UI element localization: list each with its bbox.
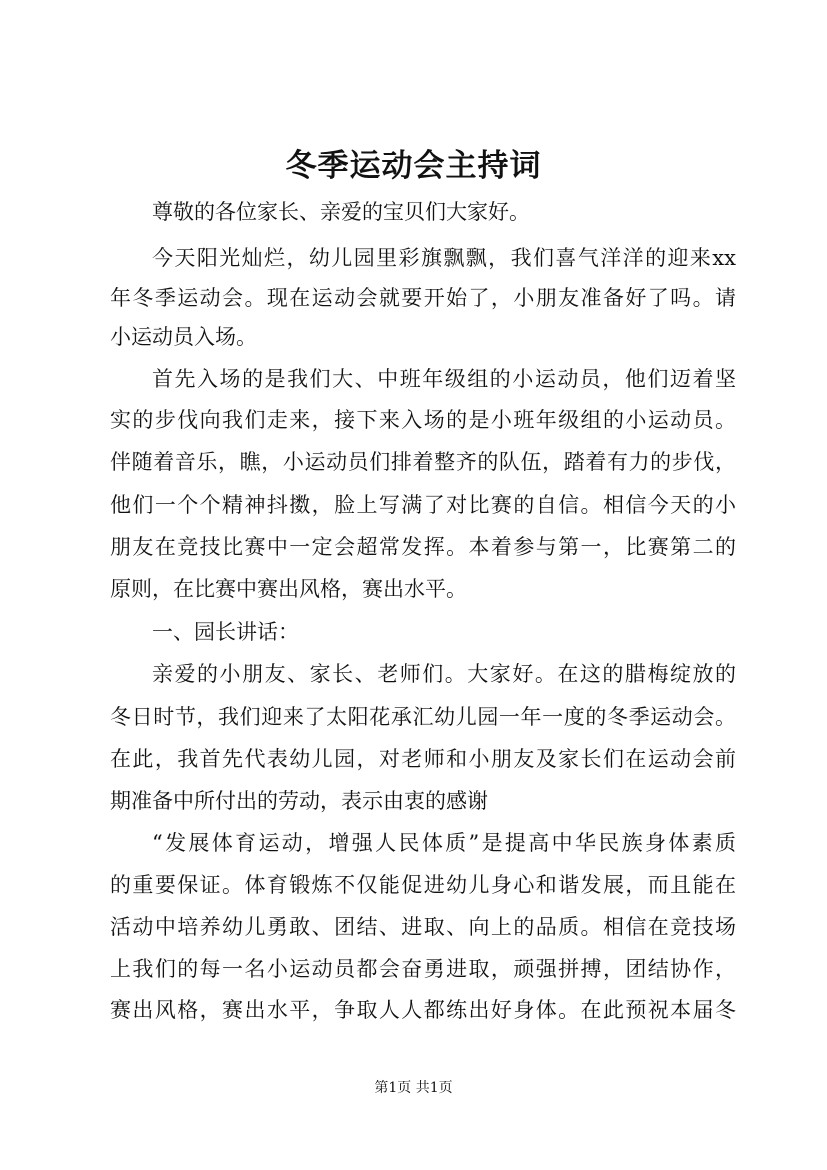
document-title: 冬季运动会主持词 (285, 148, 542, 184)
text-line: 赛出风格，赛出水平，争取人人都练出好身体。在此预祝本届冬 (110, 998, 736, 1022)
text-line: 上我们的每一名小运动员都会奋勇进取，顽强拼搏，团结协作， (110, 957, 736, 981)
text-line: 实的步伐向我们走来，接下来入场的是小班年级组的小运动员。 (110, 408, 736, 432)
page-number: 第1页 共1页 (374, 1080, 453, 1096)
text-line: 在此，我首先代表幼儿园，对老师和小朋友及家长们在运动会前 (110, 747, 736, 771)
text-line: 原则，在比赛中赛出风格，赛出水平。 (110, 577, 467, 601)
text-line: 冬日时节，我们迎来了太阳花承汇幼儿园一年一度的冬季运动会。 (110, 705, 736, 729)
text-line: 期准备中所付出的劳动，表示由衷的感谢 (110, 789, 488, 813)
text-line-greeting: 尊敬的各位家长、亲爱的宝贝们大家好。 (152, 200, 530, 224)
text-line: 朋友在竞技比赛中一定会超常发挥。本着参与第一，比赛第二的 (110, 535, 736, 559)
text-line: 活动中培养幼儿勇敢、团结、进取、向上的品质。相信在竞技场 (110, 915, 736, 939)
text-line: 今天阳光灿烂，幼儿园里彩旗飘飘，我们喜气洋洋的迎来xx (152, 246, 736, 270)
text-line: 首先入场的是我们大、中班年级组的小运动员，他们迈着坚 (152, 367, 736, 391)
text-line: 伴随着音乐，瞧，小运动员们排着整齐的队伍，踏着有力的步伐， (110, 450, 736, 474)
section-heading: 一、园长讲话： (152, 620, 299, 644)
text-line: 亲爱的小朋友、家长、老师们。大家好。在这的腊梅绽放的 (152, 662, 736, 686)
text-line: “发展体育运动，增强人民体质”是提高中华民族身体素质 (152, 831, 736, 855)
text-line: 年冬季运动会。现在运动会就要开始了，小朋友准备好了吗。请 (110, 286, 736, 310)
text-line: 他们一个个精神抖擞，脸上写满了对比赛的自信。相信今天的小 (110, 493, 736, 517)
text-line: 小运动员入场。 (110, 325, 257, 349)
text-line: 的重要保证。体育锻炼不仅能促进幼儿身心和谐发展，而且能在 (110, 873, 736, 897)
